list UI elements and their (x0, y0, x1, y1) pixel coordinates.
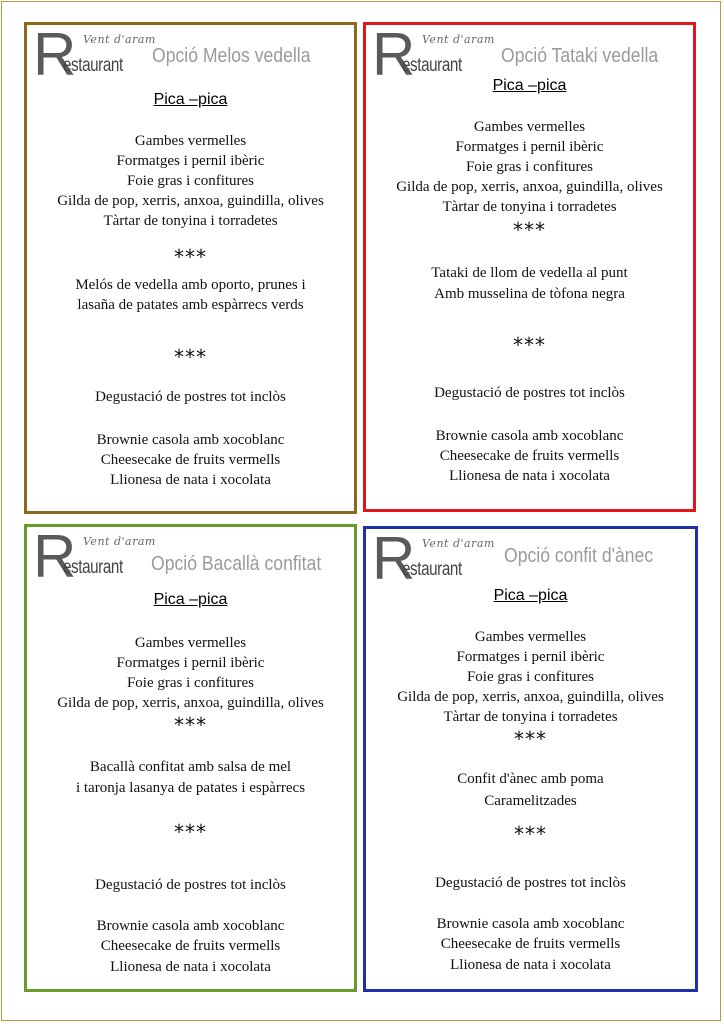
logo-restaurant: estaurant (402, 55, 462, 76)
menu-title: Opció Bacallà confitat (151, 553, 322, 575)
restaurant-logo (372, 21, 495, 88)
separator-stars: *** (514, 822, 547, 846)
menu-card-confit-danec (363, 526, 698, 992)
menu-card-bacalla-confitat (24, 524, 357, 992)
main-course-line: Amb musselina de tòfona negra (434, 286, 625, 302)
dessert-item: Llionesa de nata i xocolata (110, 472, 271, 488)
pica-pica-heading: Pica –pica (492, 77, 567, 94)
separator-stars: *** (514, 727, 547, 751)
separator-stars: *** (174, 345, 207, 369)
main-course-line: Caramelitzades (484, 793, 577, 809)
logo-restaurant: estaurant (402, 559, 462, 580)
dessert-item: Brownie casola amb xocoblanc (436, 916, 625, 932)
starter-item: Tàrtar de tonyina i torradetes (442, 199, 617, 215)
dessert-title: Degustació de postres tot inclòs (95, 389, 286, 405)
logo-letter: R (33, 21, 77, 88)
dessert-item: Brownie casola amb xocoblanc (96, 432, 285, 448)
starter-item: Formatges i pernil ibèric (455, 139, 604, 155)
dessert-item: Llionesa de nata i xocolata (110, 959, 271, 975)
pica-pica-heading: Pica –pica (493, 587, 568, 604)
main-course-line: lasaña de patates amb espàrrecs verds (77, 297, 304, 313)
menu-title: Opció Melos vedella (152, 45, 311, 67)
separator-stars: *** (513, 218, 546, 242)
separator-stars: *** (174, 245, 207, 269)
separator-stars: *** (174, 713, 207, 737)
dessert-item: Brownie casola amb xocoblanc (435, 428, 624, 444)
main-course-line: Tataki de llom de vedella al punt (431, 265, 628, 281)
dessert-title: Degustació de postres tot inclòs (434, 385, 625, 401)
logo-restaurant: estaurant (63, 55, 123, 76)
dessert-item: Brownie casola amb xocoblanc (96, 918, 285, 934)
dessert-title: Degustació de postres tot inclòs (95, 877, 286, 893)
starter-item: Gilda de pop, xerris, anxoa, guindilla, olives (57, 695, 324, 711)
starter-item: Gambes vermelles (473, 119, 586, 135)
starter-item: Gambes vermelles (474, 629, 587, 645)
dessert-item: Llionesa de nata i xocolata (449, 468, 610, 484)
menu-title: Opció Tataki vedella (501, 45, 659, 67)
restaurant-logo (33, 523, 156, 590)
starter-item: Tàrtar de tonyina i torradetes (103, 213, 278, 229)
dessert-title: Degustació de postres tot inclòs (435, 875, 626, 891)
dessert-item: Cheesecake de fruits vermells (440, 936, 621, 952)
logo-letter: R (372, 21, 416, 88)
starter-item: Formatges i pernil ibèric (116, 655, 265, 671)
separator-stars: *** (513, 333, 546, 357)
main-course-line: Confit d'ànec amb poma (457, 771, 604, 787)
starter-item: Gilda de pop, xerris, anxoa, guindilla, olives (396, 179, 663, 195)
logo-vent-daram: Vent d'aram (422, 537, 495, 550)
starter-item: Gambes vermelles (134, 635, 247, 651)
logo-restaurant: estaurant (63, 557, 123, 578)
starter-item: Foie gras i confitures (466, 669, 595, 685)
starter-item: Formatges i pernil ibèric (456, 649, 605, 665)
logo-letter: R (372, 525, 416, 592)
starter-item: Gambes vermelles (134, 133, 247, 149)
logo-vent-daram: Vent d'aram (83, 33, 156, 46)
starter-item: Gilda de pop, xerris, anxoa, guindilla, olives (397, 689, 664, 705)
logo-vent-daram: Vent d'aram (422, 33, 495, 46)
starter-item: Gilda de pop, xerris, anxoa, guindilla, olives (57, 193, 324, 209)
menu-card-melos-vedella (24, 22, 357, 514)
logo-letter: R (33, 523, 77, 590)
main-course-line: Melós de vedella amb oporto, prunes i (75, 277, 306, 293)
pica-pica-heading: Pica –pica (153, 91, 228, 108)
menu-title: Opció confit d'ànec (504, 545, 654, 567)
starter-item: Foie gras i confitures (126, 675, 255, 691)
starter-item: Tàrtar de tonyina i torradetes (443, 709, 618, 725)
logo-vent-daram: Vent d'aram (83, 535, 156, 548)
restaurant-logo (372, 525, 495, 592)
main-course-line: i taronja lasanya de patates i espàrrecs (75, 780, 306, 796)
menu-card-tataki-vedella (363, 22, 696, 512)
dessert-item: Cheesecake de fruits vermells (100, 452, 281, 468)
dessert-item: Cheesecake de fruits vermells (100, 938, 281, 954)
main-course-line: Bacallà confitat amb salsa de mel (89, 759, 292, 775)
separator-stars: *** (174, 820, 207, 844)
starter-item: Foie gras i confitures (126, 173, 255, 189)
starter-item: Foie gras i confitures (465, 159, 594, 175)
starter-item: Formatges i pernil ibèric (116, 153, 265, 169)
restaurant-logo (33, 21, 156, 88)
dessert-item: Llionesa de nata i xocolata (450, 957, 611, 973)
dessert-item: Cheesecake de fruits vermells (439, 448, 620, 464)
pica-pica-heading: Pica –pica (153, 591, 228, 608)
